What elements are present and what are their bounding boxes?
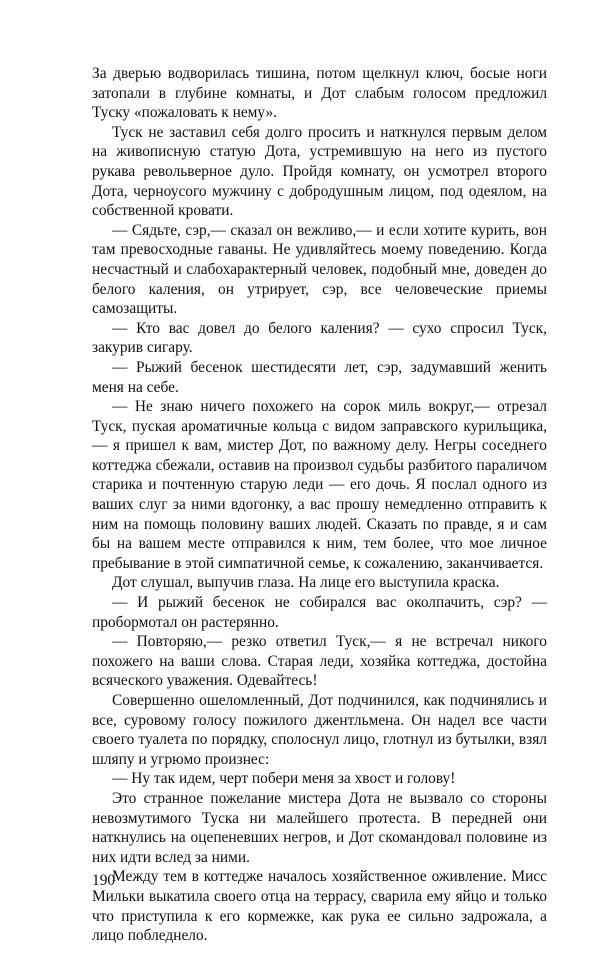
- paragraph: — Рыжий бесенок шестидесяти лет, сэр, задумавший женить меня на себе.: [92, 358, 547, 396]
- paragraph: Совершенно ошеломленный, Дот подчинился, как подчинялись и все, суровому голосу пожилого джентльмена. Он надел все части своего туалета по порядку, сполоснул лицо, глотнул из бутылки, взял шляпу и угрюмо произнес:: [92, 692, 547, 768]
- paragraph: — И рыжий бесенок не собирался вас околпачить, сэр? — пробормотал он растерянно.: [92, 594, 547, 631]
- paragraph: — Повторяю,— резко ответил Туск,— я не встречал никого похожего на ваши слова. Старая леди, хозяйка коттеджа, достойна всяческого уважения. Одевайтесь!: [92, 633, 547, 690]
- page-text: [92, 64, 547, 946]
- paragraph: — Кто вас довел до белого каления? — сухо спросил Туск, закурив сигару.: [92, 319, 547, 357]
- paragraph: — Сядьте, сэр,— сказал он вежливо,— и если хотите курить, вон там превосходные гаваны. Не удивляйтесь моему поведению. Когда несчастный и слабохарактерный человек, подобный мне, доведен до белого каления, он утрирует, сэр, все человеческие приемы самозащиты.: [92, 221, 547, 318]
- paragraph: — Ну так идем, черт побери меня за хвост и голову!: [112, 770, 456, 788]
- paragraph: Дот слушал, выпучив глаза. На лице его выступила краска.: [112, 574, 500, 592]
- paragraph: Это странное пожелание мистера Дота не вызвало со стороны невозмутимого Туска ни малейшего протеста. В передней они наткнулись на оцепеневших негров, и Дот скомандовал половине из них идти вслед за ними.: [92, 789, 547, 866]
- paragraph: Между тем в коттедже началось хозяйственное оживление. Мисс Мильки выкатила своего отца на террасу, сварила ему яйцо и только что приступила к его кормежке, как рука ее сильно задрожала, а лицо побледнело.: [92, 868, 547, 945]
- page-number: 190: [92, 872, 116, 889]
- paragraph: Туск не заставил себя долго просить и наткнулся первым делом на живописную статую Дота, устремившую на него из пустого рукава револьверное дуло. Пройдя комнату, он усмотрел второго Дота, черноусого мужчину с добродушным лицом, под одеялом, на собственной кровати.: [92, 123, 547, 220]
- paragraph: За дверью водворилась тишина, потом щелкнул ключ, босые ноги затопали в глубине комнаты, и Дот слабым голосом предложил Туску «пожаловать к нему».: [92, 65, 547, 122]
- paragraph: — Не знаю ничего похожего на сорок миль вокруг,— отрезал Туск, пуская ароматичные кольца с видом заправского курильщика,— я пришел к вам, мистер Дот, по важному делу. Негры соседнего коттеджа сбежали, оставив на произвол судьбы разбитого параличом старика и почтенную старую леди — его дочь. Я послал одного из ваших слуг за ними вдогонку, а вас прошу немедленно отправить к ним на помощь половину ваших людей. Сказать по правде, я и сам бы на вашем месте отправился к ним, тем более, что мое личное пребывание в этой симпатичной семье, к сожалению, заканчивается.: [92, 398, 547, 572]
